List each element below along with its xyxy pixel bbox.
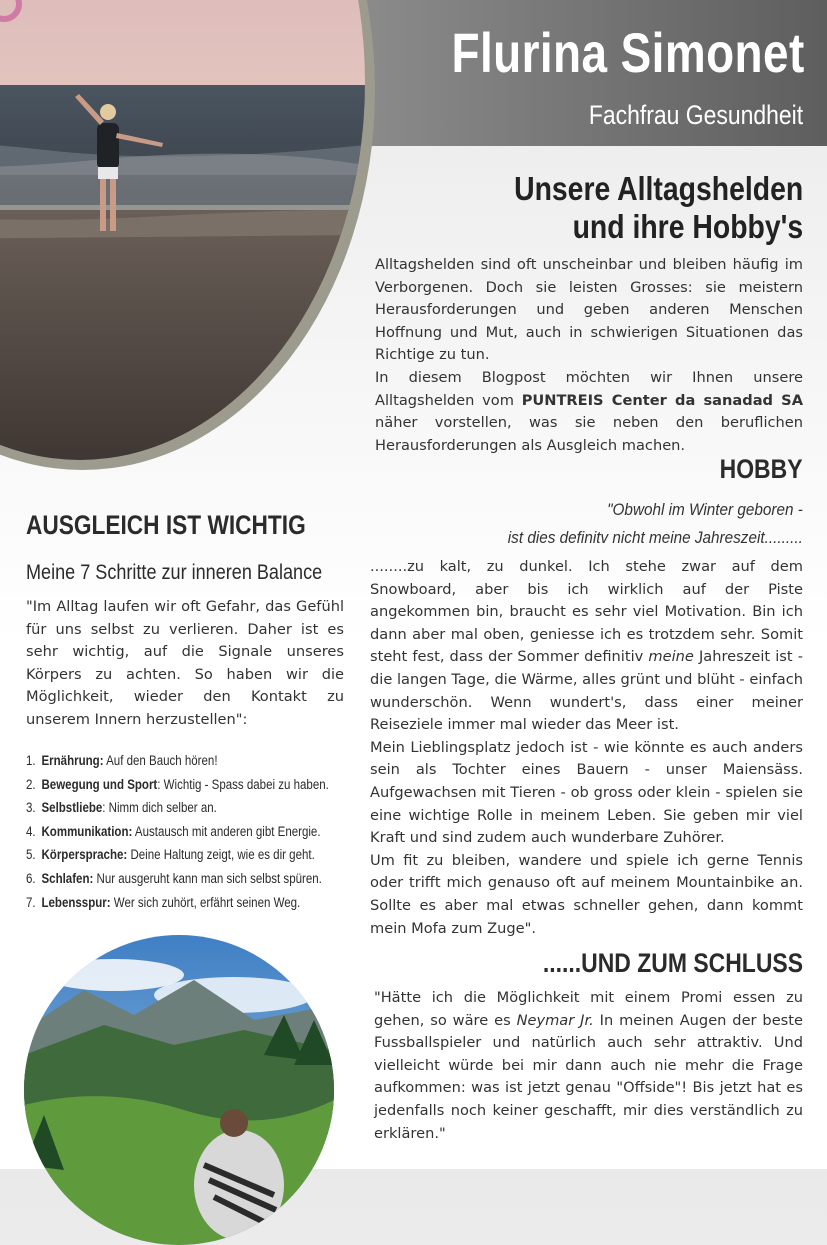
closing-heading: ......UND ZUM SCHLUSS bbox=[542, 948, 803, 978]
step-text: Auf den Bauch hören! bbox=[103, 753, 218, 768]
closing-text bbox=[374, 987, 803, 1145]
step-text: Deine Haltung zeigt, wie es dir geht. bbox=[127, 847, 315, 863]
step-title: Bewegung und Sport bbox=[41, 776, 158, 792]
list-item bbox=[26, 843, 318, 867]
closing-text-start: "Hätte ich die Möglichkeit mit einem Promi essen zu gehen, so wäre es bbox=[374, 989, 803, 1029]
step-number: 3. bbox=[26, 800, 36, 816]
intro-p2-start: In diesem Blogpost möchten wir Ihnen unsere Alltagshelden vom bbox=[375, 368, 803, 409]
intro-paragraph-1: Alltagshelden sind oft unscheinbar und bleiben häufig im Verborgenen. Doch sie leisten Grosses: sie meistern Herausforderungen und geben anderen Menschen Hoffnung und Mut, auch in schwierigen Situationen das Richtige zu tun. bbox=[375, 256, 803, 364]
hobby-p1-end: Jahreszeit ist - die langen Tage, die Wärme, alles grünt und blüht - einfach wunderschön. Wenn wundert's, dass einer meiner Reiseziele immer mal wieder das Meer ist. bbox=[370, 648, 803, 734]
step-number: 4. bbox=[26, 823, 36, 839]
intro-paragraph-2 bbox=[375, 367, 803, 457]
step-number: 2. bbox=[26, 776, 36, 792]
person-name: Flurina Simonet bbox=[451, 21, 805, 84]
list-item bbox=[26, 867, 322, 891]
hobby-paragraph-2: Mein Lieblingsplatz jedoch ist - wie könnte es auch anders sein als Tochter eines Bauern - unser Maiensäss. Aufgewachsen mit Tieren - ob gross oder klein - spielen sie eine wichtige Rolle in meinem Leben. Sie geben mir viel Kraft und sind zudem auch wunderbare Zuhörer. bbox=[370, 738, 803, 847]
step-text: : Nimm dich selber an. bbox=[102, 800, 217, 816]
company-name: PUNTREIS Center da sanadad SA bbox=[521, 391, 803, 409]
intro-p2-end: näher vorstellen, was sie neben den beruflichen Herausforderungen als Ausgleich machen. bbox=[375, 414, 803, 454]
closing-emphasis: Neymar Jr. bbox=[516, 1011, 594, 1029]
intro-text bbox=[375, 254, 803, 457]
list-item bbox=[26, 796, 318, 820]
person-role: Fachfrau Gesundheit bbox=[588, 100, 803, 130]
intro-heading bbox=[467, 170, 803, 246]
mountain-photo bbox=[24, 935, 334, 1245]
intro-heading-line1: Unsere Alltagshelden bbox=[513, 170, 803, 207]
step-title: Selbstliebe bbox=[41, 800, 103, 816]
closing-text-end: In meinen Augen der beste Fussballspieler und natürlich auch sehr attraktiv. Und vielleicht würde bei mir dann auch nie mehr die Frage aufkommen: was ist jetzt genau "Offside"! Bis jetzt hat es jedenfalls noch keiner geschafft, mir dies verständlich zu erklären." bbox=[374, 1011, 803, 1142]
step-title: Schlafen: bbox=[41, 870, 94, 886]
balance-subheading: Meine 7 Schritte zur inneren Balance bbox=[26, 561, 323, 584]
step-title: Ernährung: bbox=[41, 753, 104, 768]
list-item bbox=[26, 773, 329, 797]
list-item bbox=[26, 820, 321, 844]
hobby-paragraph-1 bbox=[370, 556, 803, 737]
step-number: 7. bbox=[26, 894, 36, 910]
hobby-heading: HOBBY bbox=[720, 454, 803, 484]
hobby-paragraph-3: Um fit zu bleiben, wandere und spiele ich gerne Tennis oder trifft mich genauso oft auf meinem Mountainbike an. Sollte es aber mal etwas schneller gehen, dann kommt mein Mofa zum Zuge". bbox=[370, 851, 803, 937]
balance-steps bbox=[26, 749, 366, 914]
balance-text: "Im Alltag laufen wir oft Gefahr, das Gefühl für uns selbst zu verlieren. Daher ist es sehr wichtig, auf die Signale unseres Körpers zu achten. So haben wir die Möglichkeit, wieder den Kontakt zu unserem Innern herzustellen": bbox=[26, 598, 344, 728]
step-text: Austausch mit anderen gibt Energie. bbox=[132, 823, 321, 839]
balance-heading: AUSGLEICH IST WICHTIG bbox=[26, 510, 306, 540]
step-text: Nur ausgeruht kann man sich selbst spüren. bbox=[93, 870, 322, 886]
hobby-p1-start: ........zu kalt, zu dunkel. Ich stehe zwar auf dem Snowboard, aber bis ich wirklich auf der Piste angekommen bin, braucht es sehr viel Motivation. Bin ich dann aber mal oben, geniesse ich es trotzdem sehr. Somit steht fest, dass der Sommer definitiv bbox=[370, 558, 803, 666]
quote-line-1: "Obwohl im Winter geboren - bbox=[607, 500, 803, 519]
step-text: Wer sich zuhört, erfährt seinen Weg. bbox=[110, 894, 301, 910]
beach-photo bbox=[0, 0, 365, 460]
hobby-text bbox=[370, 556, 803, 940]
step-title: Körpersprache: bbox=[41, 847, 128, 863]
step-number: 5. bbox=[26, 847, 36, 863]
intro-heading-line2: und ihre Hobby's bbox=[572, 208, 803, 245]
hobby-quote bbox=[475, 496, 803, 552]
step-text: : Wichtig - Spass dabei zu haben. bbox=[157, 776, 329, 792]
step-number: 6. bbox=[26, 870, 36, 886]
step-title: Lebensspur: bbox=[41, 894, 111, 910]
quote-line-2: ist dies definitv nicht meine Jahreszeit......... bbox=[507, 528, 803, 547]
step-number: 1. bbox=[26, 753, 36, 768]
closing-paragraph bbox=[374, 987, 803, 1145]
list-item bbox=[26, 891, 318, 915]
list-item bbox=[26, 749, 318, 773]
step-title: Kommunikation: bbox=[41, 823, 133, 839]
hobby-p1-emphasis: meine bbox=[648, 648, 694, 666]
